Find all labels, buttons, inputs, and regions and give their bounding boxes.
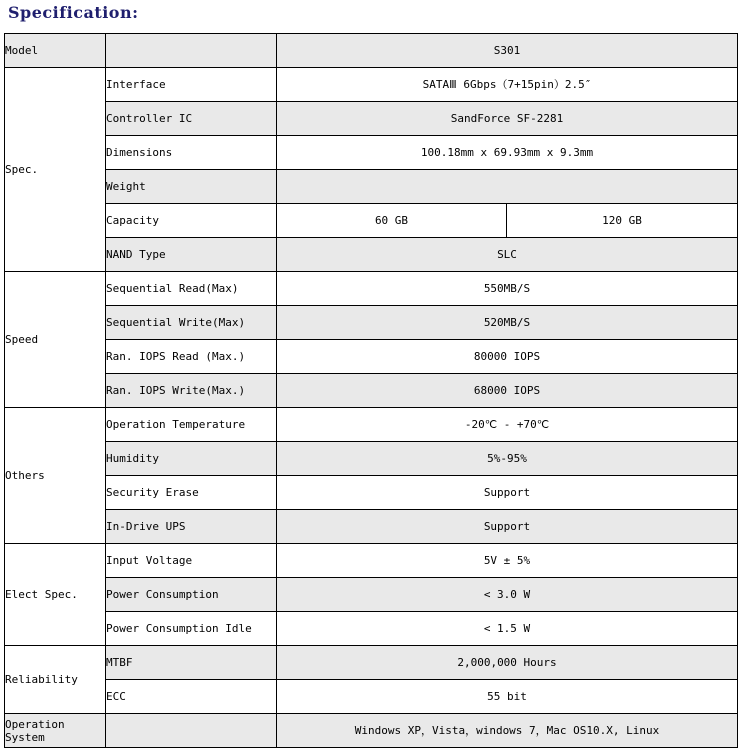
page-title: Specification:	[8, 3, 139, 22]
group-others: Others	[5, 408, 106, 544]
row-value-dimensions: 100.18mm x 69.93mm x 9.3mm	[277, 136, 738, 170]
model-label: Model	[5, 34, 106, 68]
group-speed: Speed	[5, 272, 106, 408]
model-blank-cell	[106, 34, 277, 68]
row-value-iops-read: 80000 IOPS	[277, 340, 738, 374]
table-row	[5, 578, 738, 612]
table-row	[5, 374, 738, 408]
row-value-seq-write: 520MB/S	[277, 306, 738, 340]
row-label-controller: Controller IC	[106, 102, 277, 136]
row-value-ecc: 55 bit	[277, 680, 738, 714]
row-value-nand: SLC	[277, 238, 738, 272]
row-label-weight: Weight	[106, 170, 277, 204]
table-row	[5, 34, 738, 68]
group-os: Operation System	[5, 714, 106, 748]
row-label-seq-write: Sequential Write(Max)	[106, 306, 277, 340]
table-row	[5, 544, 738, 578]
table-row	[5, 102, 738, 136]
row-label-seq-read: Sequential Read(Max)	[106, 272, 277, 306]
row-label-power: Power Consumption	[106, 578, 277, 612]
row-label-ecc: ECC	[106, 680, 277, 714]
row-value-interface: SATAⅢ 6Gbps（7+15pin）2.5″	[277, 68, 738, 102]
row-label-dimensions: Dimensions	[106, 136, 277, 170]
table-row	[5, 272, 738, 306]
table-row	[5, 136, 738, 170]
table-row	[5, 408, 738, 442]
specification-table	[4, 33, 738, 748]
table-row	[5, 714, 738, 748]
row-value-ups: Support	[277, 510, 738, 544]
table-row	[5, 442, 738, 476]
group-reliability: Reliability	[5, 646, 106, 714]
table-row	[5, 612, 738, 646]
table-row	[5, 680, 738, 714]
model-value: S301	[277, 34, 738, 68]
row-value-iops-write: 68000 IOPS	[277, 374, 738, 408]
row-value-mtbf: 2,000,000 Hours	[277, 646, 738, 680]
group-elect: Elect Spec.	[5, 544, 106, 646]
table-row	[5, 476, 738, 510]
table-row	[5, 646, 738, 680]
row-value-secure-erase: Support	[277, 476, 738, 510]
row-label-secure-erase: Security Erase	[106, 476, 277, 510]
row-label-power-idle: Power Consumption Idle	[106, 612, 277, 646]
table-row	[5, 238, 738, 272]
row-label-voltage: Input Voltage	[106, 544, 277, 578]
row-label-interface: Interface	[106, 68, 277, 102]
table-row	[5, 306, 738, 340]
row-label-iops-write: Ran. IOPS Write(Max.)	[106, 374, 277, 408]
table-row	[5, 510, 738, 544]
group-spec: Spec.	[5, 68, 106, 272]
table-row	[5, 340, 738, 374]
row-label-mtbf: MTBF	[106, 646, 277, 680]
row-value-weight	[277, 170, 738, 204]
row-label-capacity: Capacity	[106, 204, 277, 238]
row-value-capacity-60: 60 GB	[277, 204, 507, 238]
row-label-humidity: Humidity	[106, 442, 277, 476]
row-value-power: < 3.0 W	[277, 578, 738, 612]
row-value-temperature: -20℃ - +70℃	[277, 408, 738, 442]
row-label-nand: NAND Type	[106, 238, 277, 272]
row-value-humidity: 5%-95%	[277, 442, 738, 476]
row-value-capacity-120: 120 GB	[507, 204, 738, 238]
table-row	[5, 68, 738, 102]
row-value-power-idle: < 1.5 W	[277, 612, 738, 646]
row-label-temperature: Operation Temperature	[106, 408, 277, 442]
row-label-ups: In-Drive UPS	[106, 510, 277, 544]
row-label-iops-read: Ran. IOPS Read (Max.)	[106, 340, 277, 374]
row-value-seq-read: 550MB/S	[277, 272, 738, 306]
row-value-voltage: 5V ± 5%	[277, 544, 738, 578]
row-value-controller: SandForce SF-2281	[277, 102, 738, 136]
table-row	[5, 170, 738, 204]
table-row	[5, 204, 738, 238]
row-value-os: Windows XP，Vista，windows 7，Mac OS10.X, Linux	[277, 714, 738, 748]
row-label-os	[106, 714, 277, 748]
